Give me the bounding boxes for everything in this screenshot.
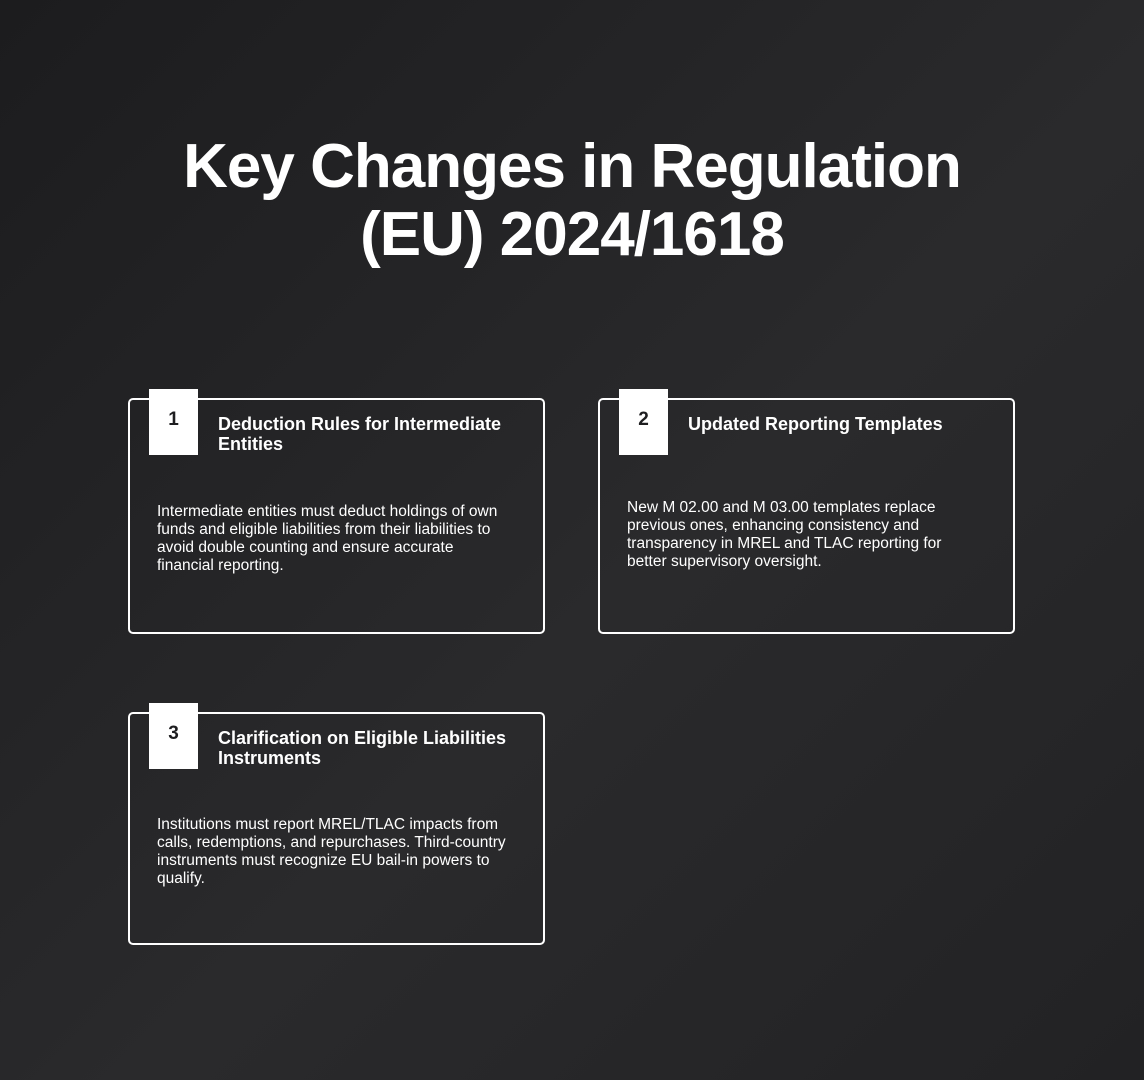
card-title: Updated Reporting Templates [688,414,943,434]
page-title-line-2: (EU) 2024/1618 [360,200,784,269]
card-description: Intermediate entities must deduct holdings of own funds and eligible liabilities from their liabilities to avoid double counting and ensure accurate financial reporting. [157,503,498,574]
page-title-line-1: Key Changes in Regulation [183,132,961,201]
change-card-1 [128,398,545,634]
card-number-badge: 1 [149,389,198,455]
page-title [0,133,1144,269]
card-title: Clarification on Eligible Liabilities Instruments [218,728,507,768]
card-description: Institutions must report MREL/TLAC impacts from calls, redemptions, and repurchases. Third-country instruments must recognize EU bail-in powers to qualify. [157,816,506,887]
card-number-badge: 2 [619,389,668,455]
card-title: Deduction Rules for Intermediate Entities [218,414,502,454]
card-number-badge: 3 [149,703,198,769]
card-description: New M 02.00 and M 03.00 templates replace previous ones, enhancing consistency and transparency in MREL and TLAC reporting for better supervisory oversight. [627,499,942,570]
change-card-2 [598,398,1015,634]
change-card-3 [128,712,545,945]
